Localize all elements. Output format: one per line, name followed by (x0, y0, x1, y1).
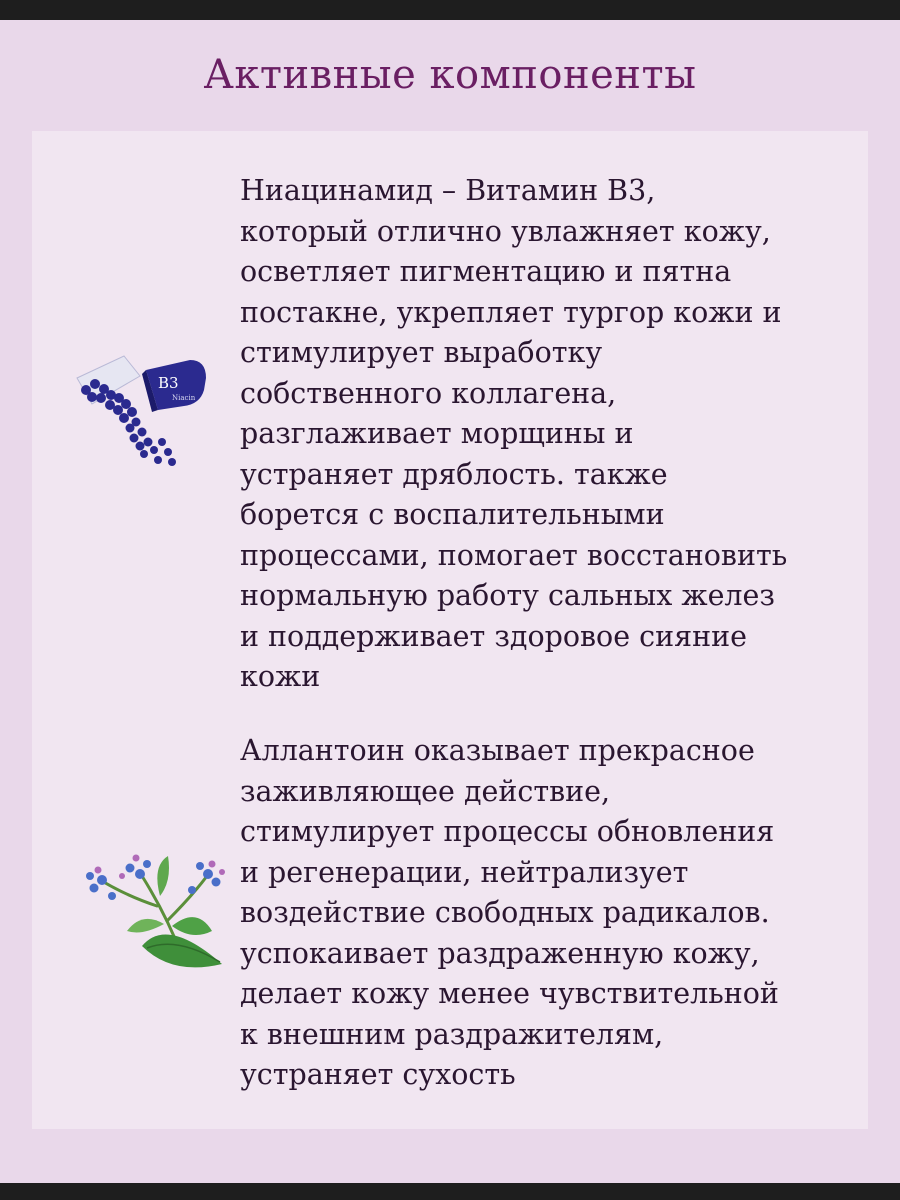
bottom-bar (0, 1183, 900, 1200)
page-title: Активные компоненты (203, 52, 697, 98)
capsule-label: B3 (158, 374, 179, 392)
content-card (32, 131, 868, 1129)
vitamin-b3-capsule-icon (72, 346, 212, 466)
top-bar (0, 0, 900, 20)
capsule-sublabel: Niacin (172, 394, 196, 402)
allantoin-description: Аллантоин оказывает прекрасное заживляющее действие, стимулирует процессы обновления и регенерации, нейтрализует воздействие свободных радикалов. успокаивает раздраженную кожу, делает кожу менее чувствительной к внешним раздражителям, устраняет сухость (240, 734, 779, 1091)
niacinamide-description: Ниацинамид – Витамин B3, который отлично увлажняет кожу, осветляет пигментацию и пятна постакне, укрепляет тургор кожи и стимулирует выработку собственного коллагена, разглаживает морщины и устраняет дряблость. также борется с воспалительными процессами, помогает восстановить нормальную работу сальных желез и поддерживает здоровое сияние кожи (240, 174, 788, 693)
comfrey-flower-icon (72, 836, 232, 976)
